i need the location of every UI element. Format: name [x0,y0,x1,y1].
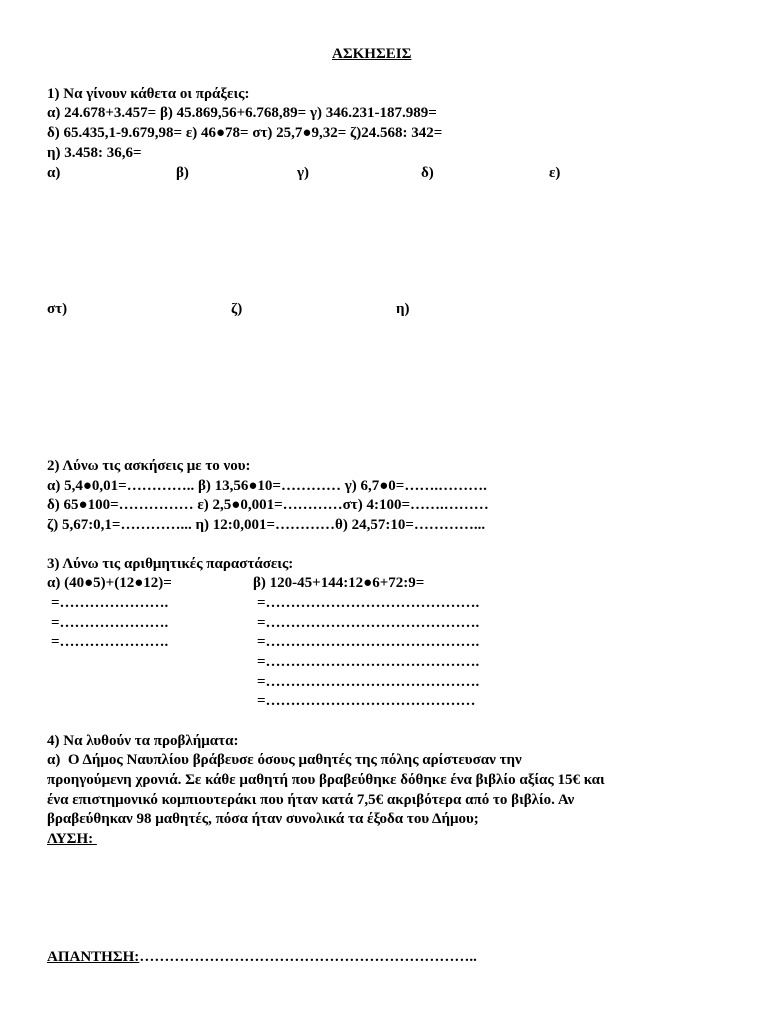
ex3-b-line-5: =……………………………………. [257,674,480,690]
page-title: ΑΣΚΗΣΕΙΣ [332,46,412,62]
ex1-line-2: δ) 65.435,1-9.679,98= ε) 46●78= στ) 25,7●9,32= ζ)24.568: 342= [47,125,443,141]
ex4-problem-line-1: α) Ο Δήμος Ναυπλίου βράβευσε όσους μαθητές της πόλης αρίστευσαν την [47,752,522,768]
ex1-heading: 1) Να γίνουν κάθετα οι πράξεις: [47,86,250,102]
ex1-label-z: ζ) [231,301,243,317]
ex3-b-line-2: =……………………………………. [257,615,480,631]
ex3-a-line-3: =…………………. [51,634,169,650]
ex1-label-e: ε) [549,165,561,181]
ex1-line-1: α) 24.678+3.457= β) 45.869,56+6.768,89= γ) 346.231-187.989= [47,105,437,121]
ex2-line-2: δ) 65●100=…………… ε) 2,5●0,001=…………στ) 4:100=…….……… [47,497,489,513]
ex3-b-line-3: =……………………………………. [257,634,480,650]
answer-line [47,948,477,966]
ex1-label-d: δ) [421,165,434,181]
ex3-expression-a: α) (40●5)+(12●12)= [47,575,172,591]
ex1-label-st: στ) [47,301,68,317]
ex1-label-c: γ) [297,165,310,181]
ex3-expression-b: β) 120-45+144:12●6+72:9= [253,575,425,591]
ex4-heading: 4) Να λυθούν τα προβλήματα: [47,733,239,749]
ex2-heading: 2) Λύνω τις ασκήσεις με το νου: [47,458,251,474]
ex2-line-1: α) 5,4●0,01=………….. β) 13,56●10=………… γ) 6,7●0=…….………. [47,478,487,494]
ex1-line-3: η) 3.458: 36,6= [47,145,142,161]
ex4-problem-line-4: βραβεύθηκαν 98 μαθητές, πόσα ήταν συνολικά τα έξοδα του Δήμου; [47,811,479,827]
ex3-a-line-1: =…………………. [51,595,169,611]
ex1-label-b: β) [176,165,189,181]
ex1-label-a: α) [47,165,61,181]
ex3-b-line-4: =……………………………………. [257,654,480,670]
ex3-a-line-2: =…………………. [51,615,169,631]
ex1-label-h: η) [396,301,410,317]
ex4-problem-line-2: προηγούμενη χρονιά. Σε κάθε μαθητή που βραβεύθηκε δόθηκε ένα βιβλίο αξίας 15€ και [47,772,605,788]
ex2-line-3: ζ) 5,67:0,1=…………... η) 12:0,001=…………θ) 24,57:10=…………... [47,517,486,533]
answer-dots: ………………………………………………………….. [139,949,477,965]
ex4-problem-line-3: ένα επιστημονικό κομπιουτεράκι που ήταν κατά 7,5€ ακριβότερα από το βιβλίο. Αν [47,792,575,808]
ex3-b-line-6: =…………………………………… [257,693,476,709]
ex3-heading: 3) Λύνω τις αριθμητικές παραστάσεις: [47,556,294,572]
solution-label: ΛΥΣΗ: [47,831,97,847]
ex3-b-line-1: =……………………………………. [257,595,480,611]
answer-label: ΑΠΑΝΤΗΣΗ: [47,949,140,965]
